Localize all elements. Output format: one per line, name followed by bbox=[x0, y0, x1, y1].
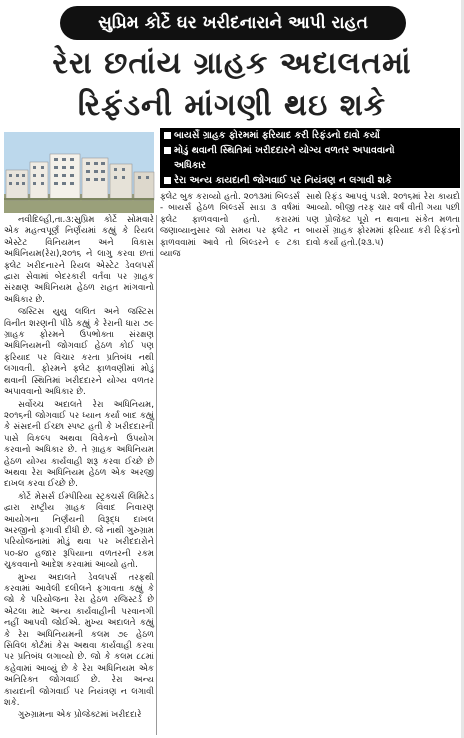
section-banner: સુપ્રિમ કોર્ટે ઘર ખરીદનારાને આપી રાહત bbox=[60, 6, 406, 40]
highlight-item: રેરા અન્ય કાયદાની જોગવાઈ પર નિયંત્રણ ન લગાવી શકે bbox=[160, 173, 460, 188]
article-paragraph: ગુરુગ્રામના એક પ્રોજેક્ટમાં ખરીદદારે bbox=[18, 710, 142, 721]
highlight-item-continuation: અધિકાર bbox=[174, 160, 206, 171]
article-column-2: ફ્લેટ બુક કરાવ્યો હતો. ૨૦૧૩માં બિલ્ડર્સ - બાયર્સ હેઠળ બિલ્ડર્સે સાડા ૩ વર્ષમાં ફ્લેટ ફાળવવાનો હતો. કરારમાં જણાવ્યાનુસાર જો સમય પર ફ્લેટ ન ફાળવવામાં આવે તો બિલ્ડરને ૯ ટકા વ્યાજ bbox=[160, 192, 300, 260]
square-bullet-icon bbox=[164, 132, 171, 139]
headline-line-2: રિફંડની માંગણી થઇ શકે bbox=[77, 88, 387, 123]
apartment-buildings-illustration bbox=[4, 132, 154, 213]
article-paragraph: કોર્ટે મેસર્સ ઈમ્પીરિયા સ્ટ્રક્ચર્સ લિમિટેડ દ્વારા રાષ્ટ્રીય ગ્રાહક વિવાદ નિવારણ આયોગના નિર્ણયની વિરૂદ્ધ દાખલ અરજીનો ફગાવી દીધી છે. જે નાથી ગુરુગ્રામ પરિયોજનામાં મોડું થવા પર ખરીદદારોને ૫૦-૪૦ હજાર રૂપિયાના વળતરની રકમ ચુકવવાનો આદેશ કરવામાં આવ્યો હતો. bbox=[4, 491, 154, 571]
article-paragraph: મુખ્ય અદાલતે ડેવલપર્સ તરફથી કરવામાં આવેલી દલીલને ફગાવતા કહ્યું કે જો કે પરિયોજના રેરા હેઠળ રજિસ્ટર્ડ છે એટલા માટે અન્ય કાર્યવાહીની પરવાનગી નહીં આપવી જોઈએ. મુખ્ય અદાલતે કહ્યું કે રેરા અધિનિયમની કલમ ૭૯ હેઠળ સિવિલ કોર્ટમાં કેસ અથવા કાર્યવાહી કરવા પર પ્રતિબંધ લગાવ્યો છે. જો કે કલમ ૮૮માં કહેવામાં આવ્યું છે કે રેરા અધિનિયમ એક અતિરિક્ત જોગવાઈ છે. રેરા અન્ય કાયદાની જોગવાઈ પર નિયંત્રણ ન લગાવી શકે. bbox=[4, 572, 154, 709]
article-paragraph: નવીદિલ્હી,તા.૩:સુપ્રિમ કોર્ટે સોમવારે એક મહત્વપૂર્ણ નિર્ણયમાં કહ્યું કે રિયલ એસ્ટેટ વિનિયમન અને વિકાસ અધિનિયમ(રેરા),૨૦૧૬ ને લાગુ કરવા છતાં ફ્લેટ ખરીદનારને રિયલ એસ્ટેટ ડેવલપર્સ દ્વારા સેવામાં બેદરકારી વર્તવા પર ગ્રાહક સંરક્ષણ અધિનિયમ હેઠળ રાહત માંગવાનો અધિકાર છે. bbox=[4, 215, 154, 305]
article-paragraph: સર્વોચ્ચ અદાલતે રેરા અધિનિયમ, ૨૦૧૬ની જોગવાઈ પર ધ્યાન કર્યા બાદ કહ્યું કે સંસદની ઈચ્છા સ્પષ્ટ હતી કે ખરીદદારની પાસે વિકલ્પ અથવા વિવેકનો ઉપયોગ કરવાનો અધિકાર છે. તે ગ્રાહક અધિનિયમ હેઠળ યોગ્ય કાર્યવાહી શરૂ કરવા ઈચ્છે છે અથવા રેરા અધિનિયમ હેઠળ એક અરજી દાખલ કરવા ઈચ્છે છે. bbox=[4, 399, 154, 490]
apartment-photo bbox=[4, 132, 154, 213]
article-column-3: સાથે રિફંડ આપવું પડશે. ૨૦૧૬માં રેરા કાયદો આવ્યો. બીજી તરફ ચાર વર્ષ વીતી ગયા પછી પણ પ્રોજેક્ટ પૂરો ન થવાના સંકેત મળતા બાયર્સે ગ્રાહક ફોરમમાં ફરિયાદ કરી રિફંડનો દાવો કર્યો હતો.(૨૩.૫) bbox=[306, 192, 460, 248]
article-column-1 bbox=[4, 215, 154, 735]
article-paragraph: જસ્ટિસ યુયુ લલિત અને જસ્ટિસ વિનીત શરણની પીઠે કહ્યું કે રેરાની ધારા ૭૯ ગ્રાહક ફોરમને ઉપભોક્તા સંરક્ષણ અધિનિયમની જોગવાઈ હેઠળ કોઈ પણ ફરિયાદ પર વિચાર કરતા પ્રતિબંધ નથી લગાવતી. ફોરમને ફ્લેટ ફાળવણીમાં મોડું થવાની સ્થિતિમાં ખરીદદારને યોગ્ય વળતર અપાવવાનો અધિકાર છે. bbox=[4, 307, 154, 398]
headline-line-1: રેરા છતાંય ગ્રાહક અદાલતમાં bbox=[52, 46, 412, 81]
highlight-item: મોડું થવાની સ્થિતિમાં ખરીદદારને યોગ્ય વળતર અપાવવાનો bbox=[160, 143, 460, 158]
square-bullet-icon bbox=[164, 147, 171, 154]
highlight-item: બાયર્સે ગ્રાહક ફોરમમાં ફરિયાદ કરી રિફંડનો દાવો કર્યો bbox=[160, 128, 460, 143]
column-divider bbox=[156, 215, 157, 735]
highlights-box bbox=[160, 128, 460, 188]
square-bullet-icon bbox=[164, 177, 171, 184]
